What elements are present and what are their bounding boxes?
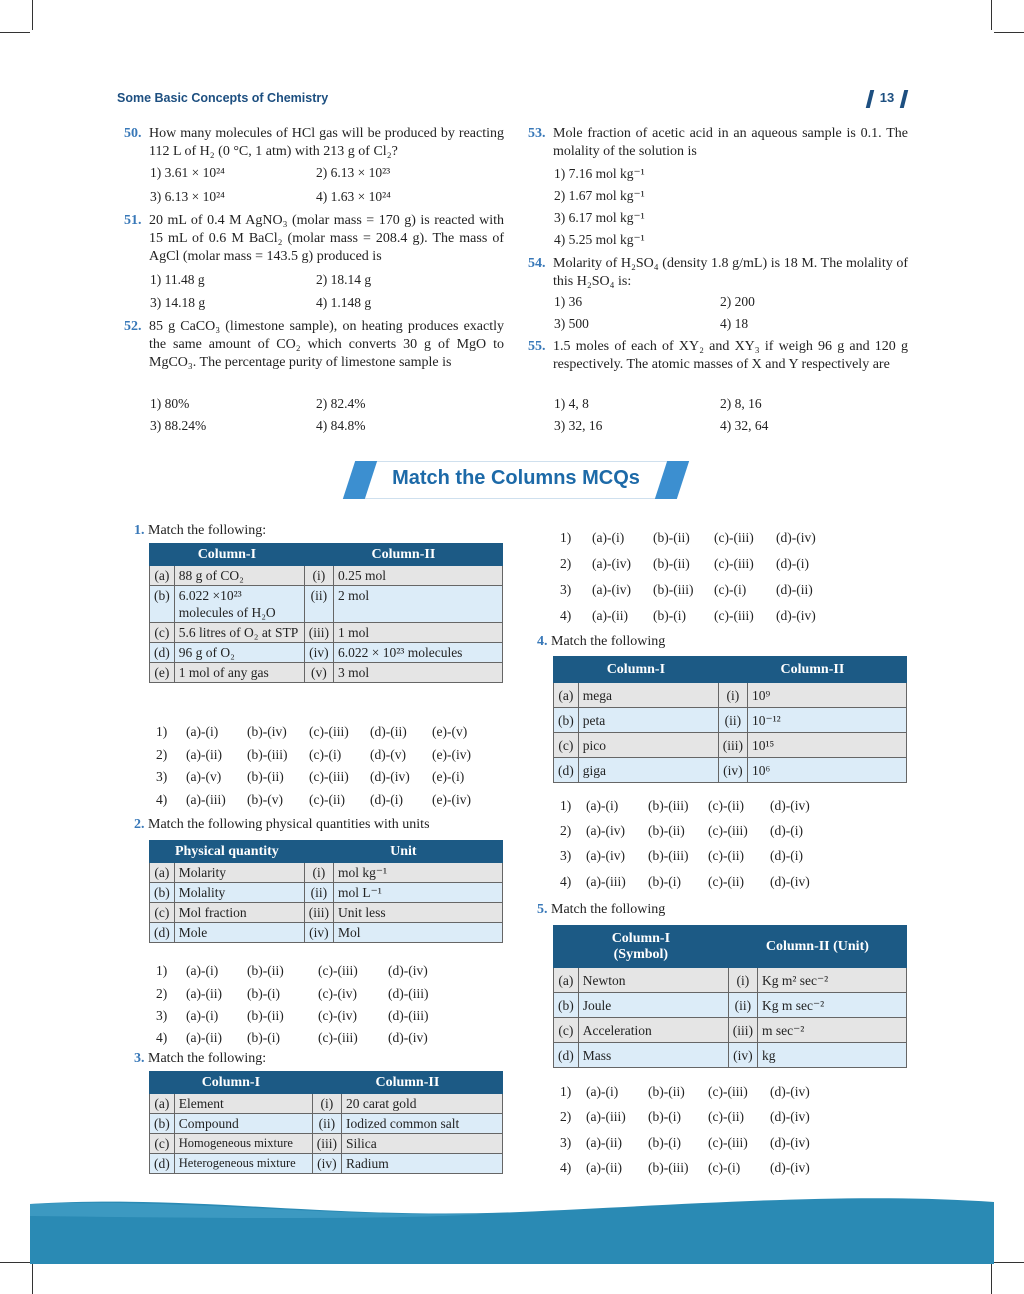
row-item: Compound <box>174 1114 312 1134</box>
row-item: Silica <box>342 1134 503 1154</box>
column-header: Column-II (Unit) <box>728 926 906 968</box>
question-text: Molarity of H₂SO₄ (density 1.8 g/mL) is 18 M. The molality of this H₂SO₄ is: <box>553 256 908 289</box>
row-key: (d) <box>150 1154 175 1174</box>
question-number: 52. <box>124 319 142 334</box>
row-key: (iii) <box>312 1134 341 1154</box>
option[interactable]: 1) 36 <box>554 294 583 309</box>
row-item: 3 mol <box>334 663 503 683</box>
question-text: Match the following physical quantities with units <box>148 817 430 832</box>
row-item: Homogeneous mixture <box>174 1134 312 1154</box>
crop-mark <box>0 32 30 33</box>
match-table-3 <box>149 1071 503 1174</box>
row-item: m sec⁻² <box>758 1018 907 1043</box>
row-key: (c) <box>554 733 579 758</box>
row-key: (c) <box>554 1018 579 1043</box>
question-number: 4. <box>537 634 548 649</box>
row-item: Mol <box>334 923 503 943</box>
question-text: 85 g CaCO₃ (limestone sample), on heating produces exactly the same amount of CO₂ which converts 30 g of MgO to MgCO₃. The percentage purity of limestone sample is <box>149 319 504 370</box>
column-header: Column-II <box>718 657 906 683</box>
row-key: (iv) <box>304 643 333 663</box>
question-number: 1. <box>134 523 145 538</box>
row-key: (b) <box>554 993 579 1018</box>
row-item: 1 mol of any gas <box>174 663 304 683</box>
row-key: (a) <box>554 683 579 708</box>
row-item: Kg m² sec⁻² <box>758 968 907 993</box>
page-number-text: 13 <box>879 90 895 105</box>
running-header: Some Basic Concepts of Chemistry <box>117 91 329 105</box>
row-item: 10⁻¹² <box>748 708 907 733</box>
match-table-5 <box>553 925 907 1068</box>
column-header: Physical quantity <box>150 841 305 863</box>
column-header: Column-I <box>554 657 719 683</box>
option[interactable]: 4) 18 <box>720 316 749 331</box>
question-52 <box>124 318 504 370</box>
row-item: Kg m sec⁻² <box>758 993 907 1018</box>
question-text: Match the following: <box>148 523 267 538</box>
match-table-2 <box>149 840 503 943</box>
row-key: (iv) <box>304 923 333 943</box>
row-item: Joule <box>578 993 728 1018</box>
row-key: (iv) <box>728 1043 757 1068</box>
option[interactable]: 1) 80% <box>150 396 190 411</box>
row-item: 10⁶ <box>748 758 907 783</box>
row-key: (d) <box>554 758 579 783</box>
row-item: mol kg⁻¹ <box>334 863 503 883</box>
match-table-4 <box>553 656 907 783</box>
row-item: Heterogeneous mixture <box>174 1154 312 1174</box>
question-number: 51. <box>124 213 142 228</box>
row-item: giga <box>578 758 718 783</box>
question-text: Mole fraction of acetic acid in an aqueous sample is 0.1. The molality of the solution is <box>553 126 908 159</box>
row-key: (ii) <box>312 1114 341 1134</box>
option[interactable]: 1) 3.61 × 10²⁴ <box>150 165 225 180</box>
row-item: mega <box>578 683 718 708</box>
row-item: 6.022 ×10²³ molecules of H₂O <box>174 586 304 623</box>
row-key: (iii) <box>304 903 333 923</box>
row-item: Mass <box>578 1043 728 1068</box>
row-key: (c) <box>150 903 175 923</box>
row-item: Molarity <box>174 863 304 883</box>
row-item: 10⁹ <box>748 683 907 708</box>
page-number <box>866 88 908 110</box>
question-54 <box>528 255 908 289</box>
option[interactable]: 3) 6.13 × 10²⁴ <box>150 189 225 204</box>
question-number: 53. <box>528 126 546 141</box>
question-50 <box>124 125 504 159</box>
row-item: 0.25 mol <box>334 566 503 586</box>
row-item: Newton <box>578 968 728 993</box>
option[interactable]: 4) 5.25 mol kg⁻¹ <box>554 232 645 247</box>
row-item: mol L⁻¹ <box>334 883 503 903</box>
option[interactable]: 3) 500 <box>554 316 589 331</box>
row-key: (a) <box>150 566 175 586</box>
row-item: 20 carat gold <box>342 1094 503 1114</box>
row-key: (d) <box>554 1043 579 1068</box>
option[interactable]: 4) 32, 64 <box>720 418 769 433</box>
question-text: Match the following <box>551 902 666 917</box>
row-item: 88 g of CO₂ <box>174 566 304 586</box>
row-item: Radium <box>342 1154 503 1174</box>
question-number: 5. <box>537 902 548 917</box>
column-header: Column-I <box>150 544 305 566</box>
row-item: kg <box>758 1043 907 1068</box>
question-text: Match the following <box>551 634 666 649</box>
row-key: (a) <box>150 1094 175 1114</box>
row-key: (ii) <box>304 586 333 623</box>
question-text: 20 mL of 0.4 M AgNO₃ (molar mass = 170 g) is reacted with 15 mL of 0.6 M BaCl₂ (molar mass = 208.4 g). The mass of AgCl (molar mass = 143.5 g) produced is <box>149 213 504 264</box>
question-53 <box>528 125 908 159</box>
option[interactable]: 2) 6.13 × 10²³ <box>316 165 391 180</box>
row-key: (a) <box>150 863 175 883</box>
option[interactable]: 3) 6.17 mol kg⁻¹ <box>554 210 645 225</box>
row-item: Unit less <box>334 903 503 923</box>
option[interactable]: 2) 8, 16 <box>720 396 762 411</box>
row-key: (i) <box>718 683 747 708</box>
row-key: (d) <box>150 643 175 663</box>
crop-mark <box>991 1264 992 1294</box>
row-item: Mol fraction <box>174 903 304 923</box>
match-question-2 <box>134 816 430 834</box>
row-key: (c) <box>150 1134 175 1154</box>
question-number: 50. <box>124 126 142 141</box>
option[interactable]: 4) 84.8% <box>316 418 366 433</box>
row-key: (ii) <box>304 883 333 903</box>
row-key: (iii) <box>728 1018 757 1043</box>
row-item: Iodized common salt <box>342 1114 503 1134</box>
column-header: Column-I <box>150 1072 313 1094</box>
question-55 <box>528 338 908 372</box>
row-key: (b) <box>150 586 175 623</box>
row-item: Element <box>174 1094 312 1114</box>
question-text: 1.5 moles of each of XY₂ and XY₃ if weigh 96 g and 120 g respectively. The atomic masses of X and Y respectively are <box>553 339 908 372</box>
section-banner <box>343 461 689 499</box>
column-header: Column-II <box>312 1072 502 1094</box>
row-key: (iv) <box>718 758 747 783</box>
row-key: (iii) <box>304 623 333 643</box>
option[interactable]: 4) 1.63 × 10²⁴ <box>316 189 391 204</box>
footer-wave <box>0 1190 1024 1264</box>
crop-mark <box>991 0 992 30</box>
row-key: (b) <box>150 1114 175 1134</box>
match-question-1 <box>134 522 266 540</box>
row-item: 5.6 litres of O₂ at STP <box>174 623 304 643</box>
option[interactable]: 1) 7.16 mol kg⁻¹ <box>554 166 645 181</box>
row-key: (e) <box>150 663 175 683</box>
row-key: (c) <box>150 623 175 643</box>
question-number: 3. <box>134 1051 145 1066</box>
row-key: (d) <box>150 923 175 943</box>
row-item: 96 g of O₂ <box>174 643 304 663</box>
question-text: Match the following: <box>148 1051 267 1066</box>
option[interactable]: 3) 32, 16 <box>554 418 603 433</box>
option[interactable]: 2) 18.14 g <box>316 272 372 287</box>
option[interactable]: 3) 14.18 g <box>150 295 206 310</box>
option[interactable]: 1) 11.48 g <box>150 272 205 287</box>
row-key: (v) <box>304 663 333 683</box>
crop-mark <box>32 1264 33 1294</box>
option[interactable]: 1) 4, 8 <box>554 396 589 411</box>
question-51 <box>124 212 504 264</box>
crop-mark <box>994 32 1024 33</box>
question-number: 55. <box>528 339 546 354</box>
option[interactable]: 2) 200 <box>720 294 755 309</box>
row-item: 2 mol <box>334 586 503 623</box>
match-question-4 <box>537 633 665 651</box>
column-header: Column-I (Symbol) <box>554 926 729 968</box>
row-key: (ii) <box>728 993 757 1018</box>
match-question-5 <box>537 901 665 919</box>
column-header: Column-II <box>304 544 502 566</box>
row-item: Acceleration <box>578 1018 728 1043</box>
row-item: 1 mol <box>334 623 503 643</box>
row-key: (i) <box>728 968 757 993</box>
option[interactable]: 2) 82.4% <box>316 396 366 411</box>
option[interactable]: 3) 88.24% <box>150 418 207 433</box>
row-key: (i) <box>304 863 333 883</box>
row-key: (a) <box>554 968 579 993</box>
row-key: (i) <box>312 1094 341 1114</box>
match-question-3 <box>134 1050 266 1068</box>
question-text: How many molecules of HCl gas will be produced by reacting 112 L of H₂ (0 °C, 1 atm) with 213 g of Cl₂? <box>149 126 504 159</box>
row-key: (iii) <box>718 733 747 758</box>
match-table-1 <box>149 543 503 683</box>
column-header: Unit <box>304 841 502 863</box>
row-key: (iv) <box>312 1154 341 1174</box>
row-item: peta <box>578 708 718 733</box>
row-item: 6.022 × 10²³ molecules <box>334 643 503 663</box>
section-title: Match the Columns MCQs <box>392 467 640 489</box>
option[interactable]: 4) 1.148 g <box>316 295 372 310</box>
question-number: 54. <box>528 256 546 271</box>
crop-mark <box>32 0 33 30</box>
row-key: (i) <box>304 566 333 586</box>
row-item: Molality <box>174 883 304 903</box>
question-number: 2. <box>134 817 145 832</box>
row-item: pico <box>578 733 718 758</box>
row-key: (ii) <box>718 708 747 733</box>
row-item: Mole <box>174 923 304 943</box>
option[interactable]: 2) 1.67 mol kg⁻¹ <box>554 188 645 203</box>
row-key: (b) <box>150 883 175 903</box>
row-item: 10¹⁵ <box>748 733 907 758</box>
row-key: (b) <box>554 708 579 733</box>
